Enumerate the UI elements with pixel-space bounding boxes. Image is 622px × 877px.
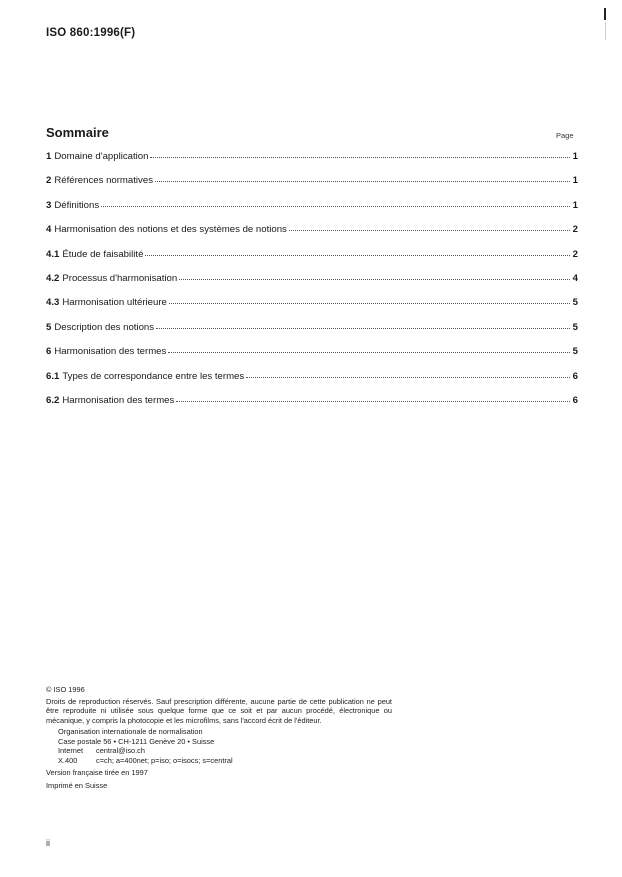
internet-address[interactable]: central@iso.ch xyxy=(96,746,145,755)
toc-entry-title: Harmonisation des termes xyxy=(62,394,175,406)
toc-title: Sommaire xyxy=(46,125,109,140)
toc-leader-dots xyxy=(145,254,570,256)
toc-leader-dots xyxy=(168,351,570,353)
toc-entry-title: Harmonisation des notions et des systèmes de notions xyxy=(54,224,287,236)
toc-entry-label xyxy=(46,249,143,260)
x400-row xyxy=(58,756,392,766)
corner-line xyxy=(605,22,606,40)
toc-entry[interactable] xyxy=(46,224,578,248)
toc-entry-title: Définitions xyxy=(54,199,100,211)
toc-entry-number: 3 xyxy=(46,199,52,211)
toc-entry[interactable] xyxy=(46,200,578,224)
x400-label: X.400 xyxy=(58,755,78,765)
toc-entry-page: 5 xyxy=(572,297,578,309)
toc-entry[interactable] xyxy=(46,346,578,370)
toc-entry[interactable] xyxy=(46,273,578,297)
toc-entry-page: 6 xyxy=(572,394,578,406)
toc-leader-dots xyxy=(176,400,570,402)
toc-entry-title: Description des notions xyxy=(54,321,155,333)
toc-entry-label xyxy=(46,151,148,162)
table-of-contents xyxy=(46,151,578,419)
toc-entry-label xyxy=(46,346,166,357)
toc-entry-page: 4 xyxy=(572,272,578,284)
toc-entry-page: 2 xyxy=(572,224,578,236)
toc-entry-label xyxy=(46,175,153,186)
internet-label: Internet xyxy=(58,746,84,755)
toc-entry-number: 4 xyxy=(46,224,52,236)
toc-entry-page: 5 xyxy=(572,346,578,358)
organization-name: Organisation internationale de normalisation xyxy=(58,727,203,736)
toc-entry[interactable] xyxy=(46,249,578,273)
toc-entry[interactable] xyxy=(46,322,578,346)
toc-entry[interactable] xyxy=(46,151,578,175)
toc-leader-dots xyxy=(101,205,570,207)
toc-entry-number: 6.2 xyxy=(46,394,60,406)
toc-leader-dots xyxy=(246,376,570,378)
toc-entry-title: Harmonisation des termes xyxy=(54,346,167,358)
toc-entry-label xyxy=(46,224,287,235)
toc-entry-page: 6 xyxy=(572,370,578,382)
toc-leader-dots xyxy=(289,229,570,231)
toc-entry-page: 1 xyxy=(572,151,578,162)
toc-entry-title: Étude de faisabilité xyxy=(62,248,144,260)
toc-entry-number: 4.1 xyxy=(46,248,60,260)
toc-entry-label xyxy=(46,322,154,333)
toc-entry[interactable] xyxy=(46,371,578,395)
toc-entry-page: 1 xyxy=(572,175,578,187)
toc-leader-dots xyxy=(169,302,570,304)
toc-entry-title: Types de correspondance entre les termes xyxy=(62,370,245,382)
toc-leader-dots xyxy=(179,278,570,280)
toc-entry-label xyxy=(46,273,177,284)
toc-entry[interactable] xyxy=(46,175,578,199)
internet-row xyxy=(58,746,392,756)
toc-entry-title: Harmonisation ultérieure xyxy=(62,297,167,309)
toc-page-column-label: Page xyxy=(556,131,574,140)
toc-entry-label xyxy=(46,200,99,211)
toc-entry-label xyxy=(46,395,174,406)
publisher-address xyxy=(58,727,392,765)
toc-entry-number: 6 xyxy=(46,346,52,358)
toc-entry-title: Processus d'harmonisation xyxy=(62,272,178,284)
toc-entry-page: 5 xyxy=(572,321,578,333)
postal-address: Case postale 56 • CH-1211 Genève 20 • Suisse xyxy=(58,736,215,746)
toc-entry-number: 4.2 xyxy=(46,272,60,284)
toc-entry-label xyxy=(46,297,167,308)
toc-entry[interactable] xyxy=(46,395,578,419)
toc-entry-label xyxy=(46,371,244,382)
toc-leader-dots xyxy=(150,156,570,158)
toc-leader-dots xyxy=(156,327,570,329)
toc-entry-title: Domaine d'application xyxy=(54,151,149,162)
rights-notice: Droits de reproduction réservés. Sauf prescription différente, aucune partie de cette publication ne peut être reproduite ni utilisée sous quelque forme que ce soit et par aucun procédé, électronique ou mécanique, y compris la photocopie et les microfilms, sans l'accord écrit de l'éditeur. xyxy=(46,696,392,725)
corner-mark xyxy=(604,8,606,20)
toc-entry-number: 5 xyxy=(46,321,52,333)
toc-entry-page: 2 xyxy=(572,248,578,260)
copyright-line: © ISO 1996 xyxy=(46,685,85,694)
x400-address: c=ch; a=400net; p=iso; o=isocs; s=central xyxy=(96,755,233,765)
toc-leader-dots xyxy=(155,180,570,182)
copyright-block xyxy=(46,685,392,790)
toc-entry-number: 2 xyxy=(46,175,52,187)
toc-entry[interactable] xyxy=(46,297,578,321)
document-header: ISO 860:1996(F) xyxy=(46,27,136,39)
toc-entry-number: 4.3 xyxy=(46,297,60,309)
version-note: Version française tirée en 1997 xyxy=(46,768,148,777)
toc-entry-number: 6.1 xyxy=(46,370,60,382)
page-number: ii xyxy=(46,838,50,848)
toc-entry-page: 1 xyxy=(572,199,578,211)
toc-entry-number: 1 xyxy=(46,151,52,162)
toc-entry-title: Références normatives xyxy=(54,175,153,187)
printed-note: Imprimé en Suisse xyxy=(46,780,108,790)
